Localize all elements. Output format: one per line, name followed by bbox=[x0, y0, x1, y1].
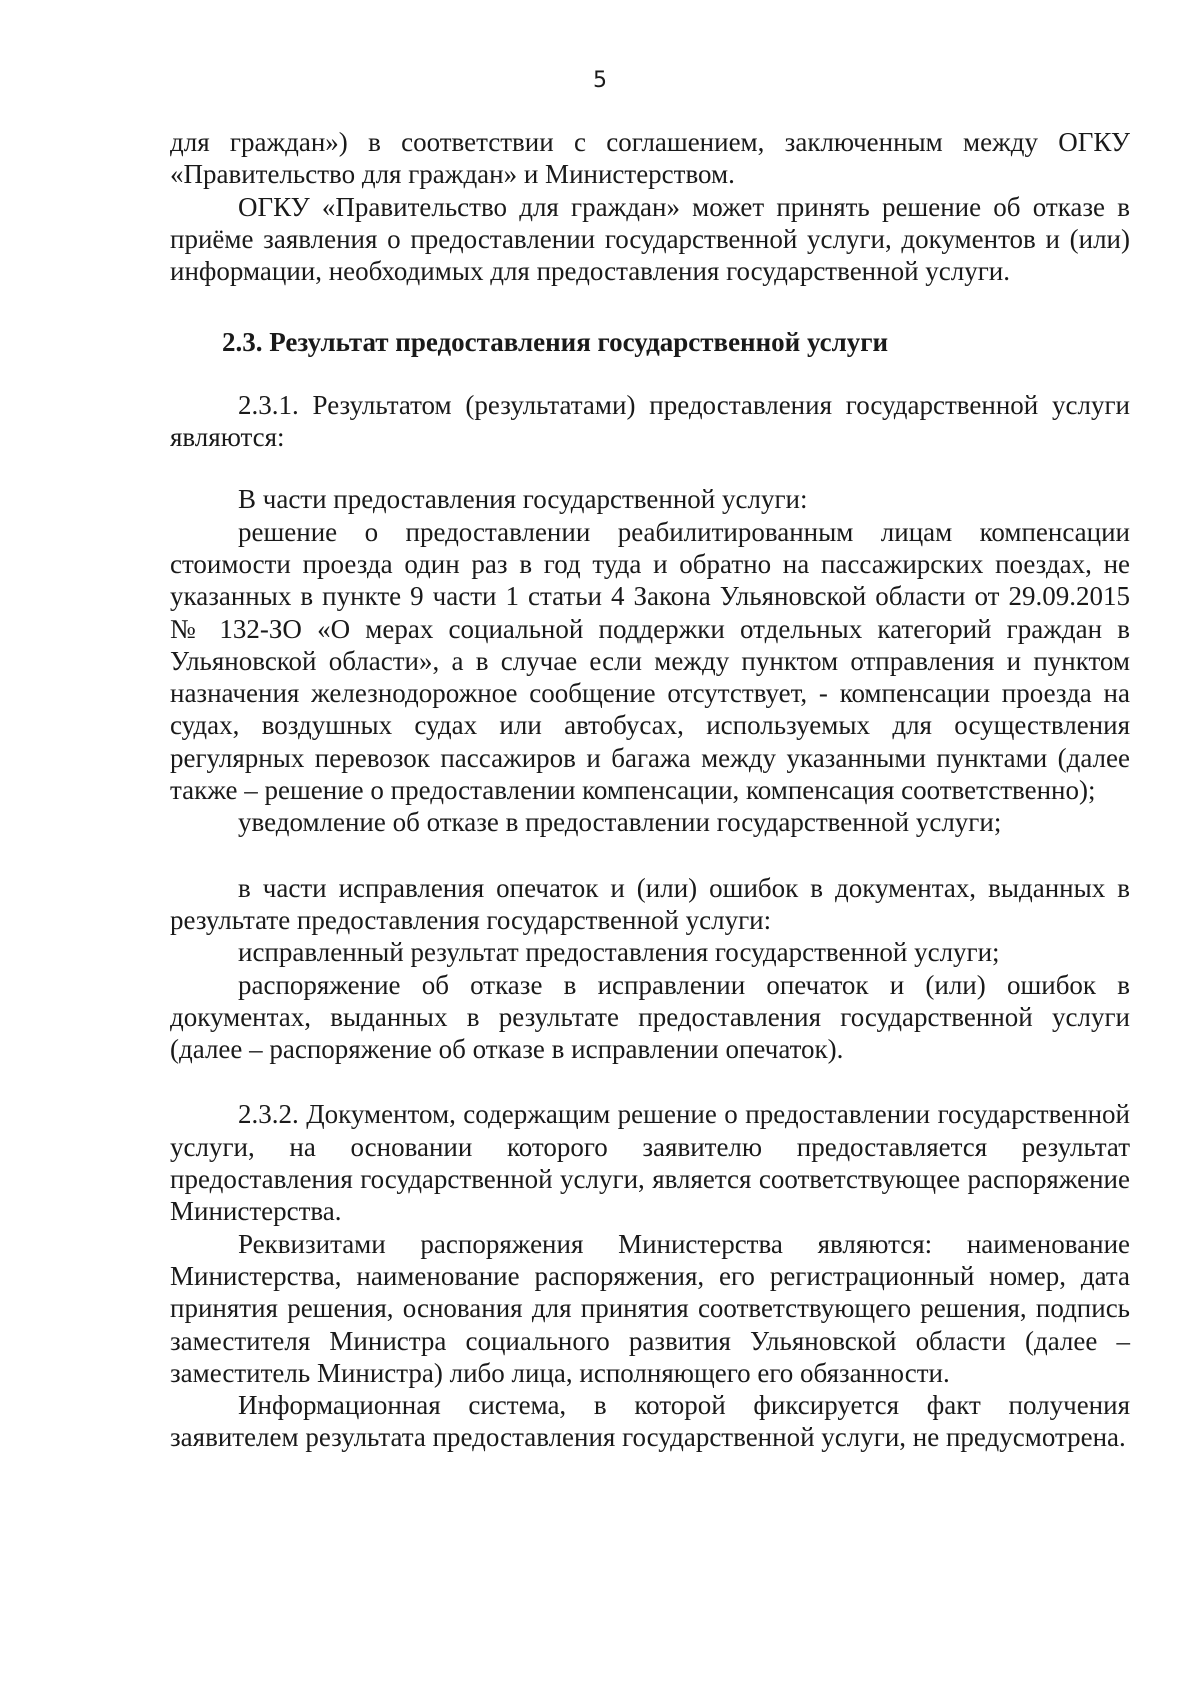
paragraph-part-corrections: в части исправления опечаток и (или) ошибок в документах, выданных в результате предоставления государственной услуги: bbox=[170, 872, 1130, 935]
paragraph-refusal-order: распоряжение об отказе в исправлении опечаток и (или) ошибок в документах, выданных в результате предоставления государственной услуги (далее – распоряжение об отказе в исправлении опечаток). bbox=[170, 969, 1130, 1065]
paragraph-requisites: Реквизитами распоряжения Министерства являются: наименование Министерства, наименование распоряжения, его регистрационный номер, дата принятия решения, основания для принятия соответствующего решения, подпись заместителя Министра социального развития Ульяновской области (далее – заместитель Министра) либо лица, исполняющего его обязанности. bbox=[170, 1228, 1130, 1388]
page-number: 5 bbox=[593, 68, 607, 93]
document-body bbox=[170, 126, 1130, 1454]
paragraph-corrected-result: исправленный результат предоставления государственной услуги; bbox=[238, 937, 1000, 968]
section-heading: 2.3. Результат предоставления государственной услуги bbox=[222, 327, 889, 358]
paragraph-information-system: Информационная система, в которой фиксируется факт получения заявителем результата предоставления государственной услуги, не предусмотрена. bbox=[170, 1390, 1130, 1453]
paragraph-2-3-2: 2.3.2. Документом, содержащим решение о предоставлении государственной услуги, на основании которого заявителю предоставляется результат предоставления государственной услуги, является соответствующее распоряжение Министерства. bbox=[170, 1099, 1130, 1227]
paragraph-refusal: ОГКУ «Правительство для граждан» может принять решение об отказе в приёме заявления о предоставлении государственной услуги, документов и (или) информации, необходимых для предоставления государственной услуги. bbox=[170, 191, 1130, 287]
paragraph-2-3-1: 2.3.1. Результатом (результатами) предоставления государственной услуги являются: bbox=[170, 389, 1130, 453]
paragraph-decision: решение о предоставлении реабилитированным лицам компенсации стоимости проезда один раз в год туда и обратно на пассажирских поездах, не указанных в пункте 9 части 1 статьи 4 Закона Ульяновской области от 29.09.2015 № 132-ЗО «О мерах социальной поддержки отдельных категорий граждан в Ульяновской области», а в случае если между пунктом отправления и пунктом назначения железнодорожное сообщение отсутствует, - компенсации проезда на судах, воздушных судах или автобусах, используемых для осуществления регулярных перевозок пассажиров и багажа между указанными пунктами (далее также – решение о предоставлении компенсации, компенсация соответственно); bbox=[170, 516, 1130, 806]
paragraph-notification: уведомление об отказе в предоставлении государственной услуги; bbox=[238, 807, 1002, 838]
paragraph-part-provision: В части предоставления государственной услуги: bbox=[238, 484, 808, 515]
paragraph-continuation: для граждан») в соответствии с соглашением, заключенным между ОГКУ «Правительство для граждан» и Министерством. bbox=[170, 127, 1130, 190]
